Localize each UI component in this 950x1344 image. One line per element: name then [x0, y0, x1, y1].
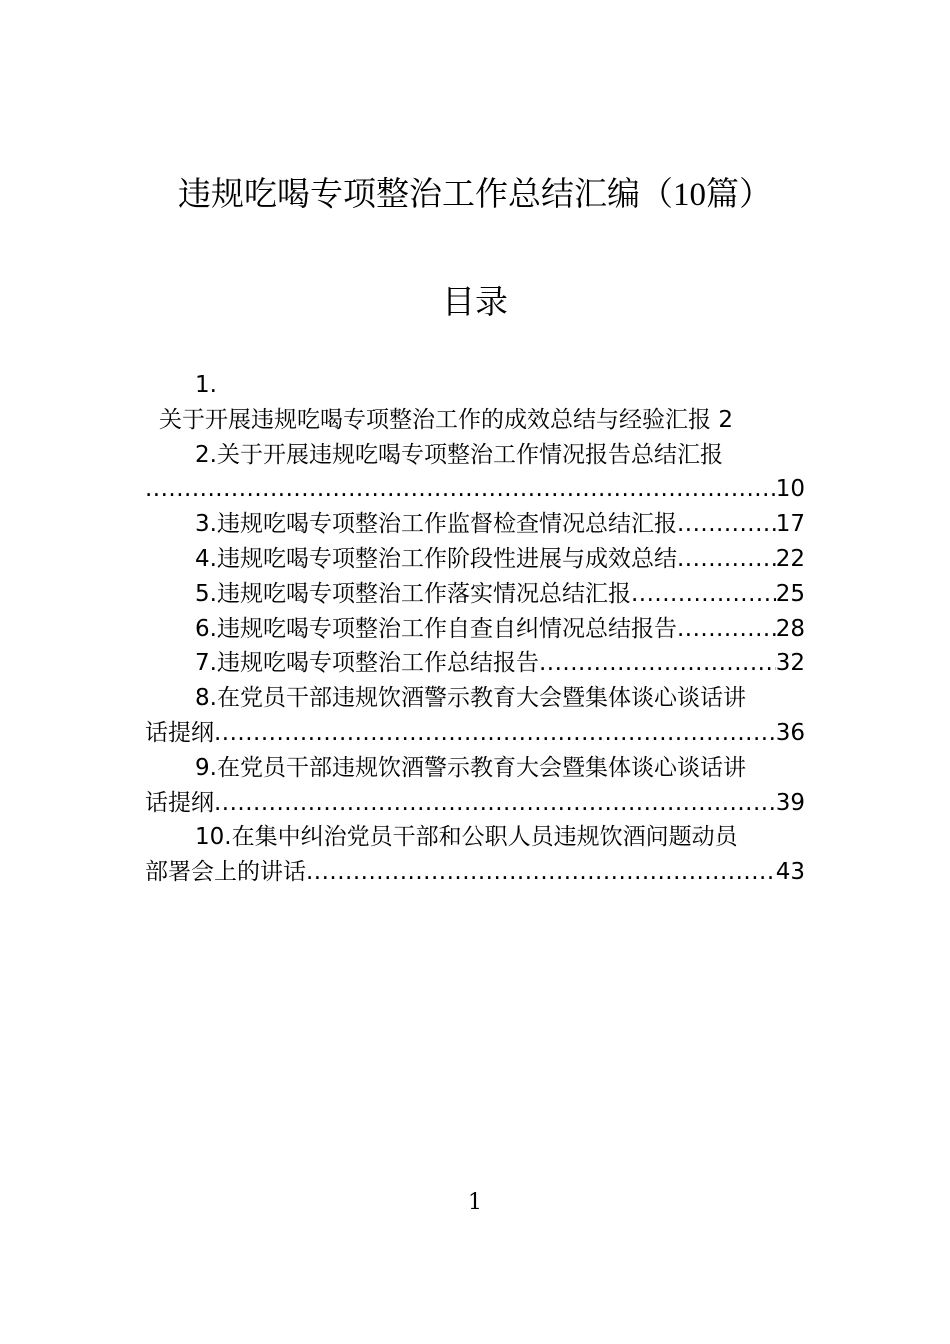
toc-entry-page: 39	[775, 789, 805, 816]
leader-dots	[677, 507, 776, 542]
leader-dots	[214, 716, 776, 751]
toc-entry-4[interactable]	[145, 542, 805, 577]
toc-entry-text: 6.违规吃喝专项整治工作自查自纠情况总结报告	[195, 615, 677, 642]
toc-entry-index: 1.	[195, 372, 217, 398]
title-text-pre: 违规吃喝专项整治工作总结汇编（	[178, 174, 673, 213]
toc-entry-text: 4.违规吃喝专项整治工作阶段性进展与成效总结	[195, 545, 677, 572]
toc-entry-page: 2	[718, 406, 733, 433]
toc-entry-page: 28	[775, 615, 805, 642]
leader-dots	[306, 855, 776, 890]
toc-entry-page: 36	[775, 719, 805, 746]
toc-entry-text: 2.关于开展违规吃喝专项整治工作情况报告总结汇报	[195, 441, 723, 468]
document-title	[0, 172, 950, 217]
toc-entry-page: 43	[775, 859, 805, 886]
toc-entry-page: 25	[775, 580, 805, 607]
toc-entry-page: 22	[775, 545, 805, 572]
toc-entry-10[interactable]	[145, 820, 805, 855]
toc-entry-2[interactable]	[145, 438, 805, 473]
toc-heading: 目录	[442, 282, 508, 321]
toc-entry-1[interactable]	[145, 403, 805, 438]
toc-entry-8[interactable]	[145, 681, 805, 716]
title-text-post: 篇）	[706, 174, 772, 213]
toc-entry-5[interactable]	[145, 577, 805, 612]
toc-entry-7[interactable]	[145, 646, 805, 681]
leader-dots	[214, 786, 776, 821]
toc-entry-3[interactable]	[145, 507, 805, 542]
toc-entry-text-cont: 话提纲	[145, 789, 214, 816]
toc-entry-8-cont[interactable]	[145, 716, 805, 751]
leader-dots	[539, 646, 776, 681]
leader-dots	[677, 542, 776, 577]
toc-entry-9-cont[interactable]	[145, 786, 805, 821]
toc-entry-6[interactable]	[145, 612, 805, 647]
toc-entry-page: 17	[775, 511, 805, 538]
title-count: 10	[673, 177, 706, 213]
toc-entry-text: 9.在党员干部违规饮酒警示教育大会暨集体谈心谈话讲	[195, 754, 746, 781]
toc-entry-text-cont: 话提纲	[145, 719, 214, 746]
toc-entry-text: 关于开展违规吃喝专项整治工作的成效总结与经验汇报	[159, 406, 711, 433]
leader-dots	[631, 577, 776, 612]
toc-entry-1-index-line[interactable]	[145, 368, 805, 403]
toc-entry-text: 8.在党员干部违规饮酒警示教育大会暨集体谈心谈话讲	[195, 685, 746, 712]
toc-entry-page: 32	[775, 650, 805, 677]
toc-entry-9[interactable]	[145, 751, 805, 786]
toc-entry-2-leader[interactable]	[145, 472, 805, 507]
toc-entry-10-cont[interactable]	[145, 855, 805, 890]
toc-entry-text: 5.违规吃喝专项整治工作落实情况总结汇报	[195, 580, 631, 607]
toc-entry-text-cont: 部署会上的讲话	[145, 859, 306, 886]
toc-entry-text: 3.违规吃喝专项整治工作监督检查情况总结汇报	[195, 511, 677, 538]
toc-entry-text: 7.违规吃喝专项整治工作总结报告	[195, 650, 539, 677]
leader-dots	[677, 612, 776, 647]
toc-entry-text: 10.在集中纠治党员干部和公职人员违规饮酒问题动员	[195, 824, 738, 851]
page-number: 1	[468, 1190, 482, 1215]
table-of-contents	[145, 368, 805, 890]
leader-dots	[145, 472, 776, 507]
toc-entry-page: 10	[775, 476, 805, 503]
